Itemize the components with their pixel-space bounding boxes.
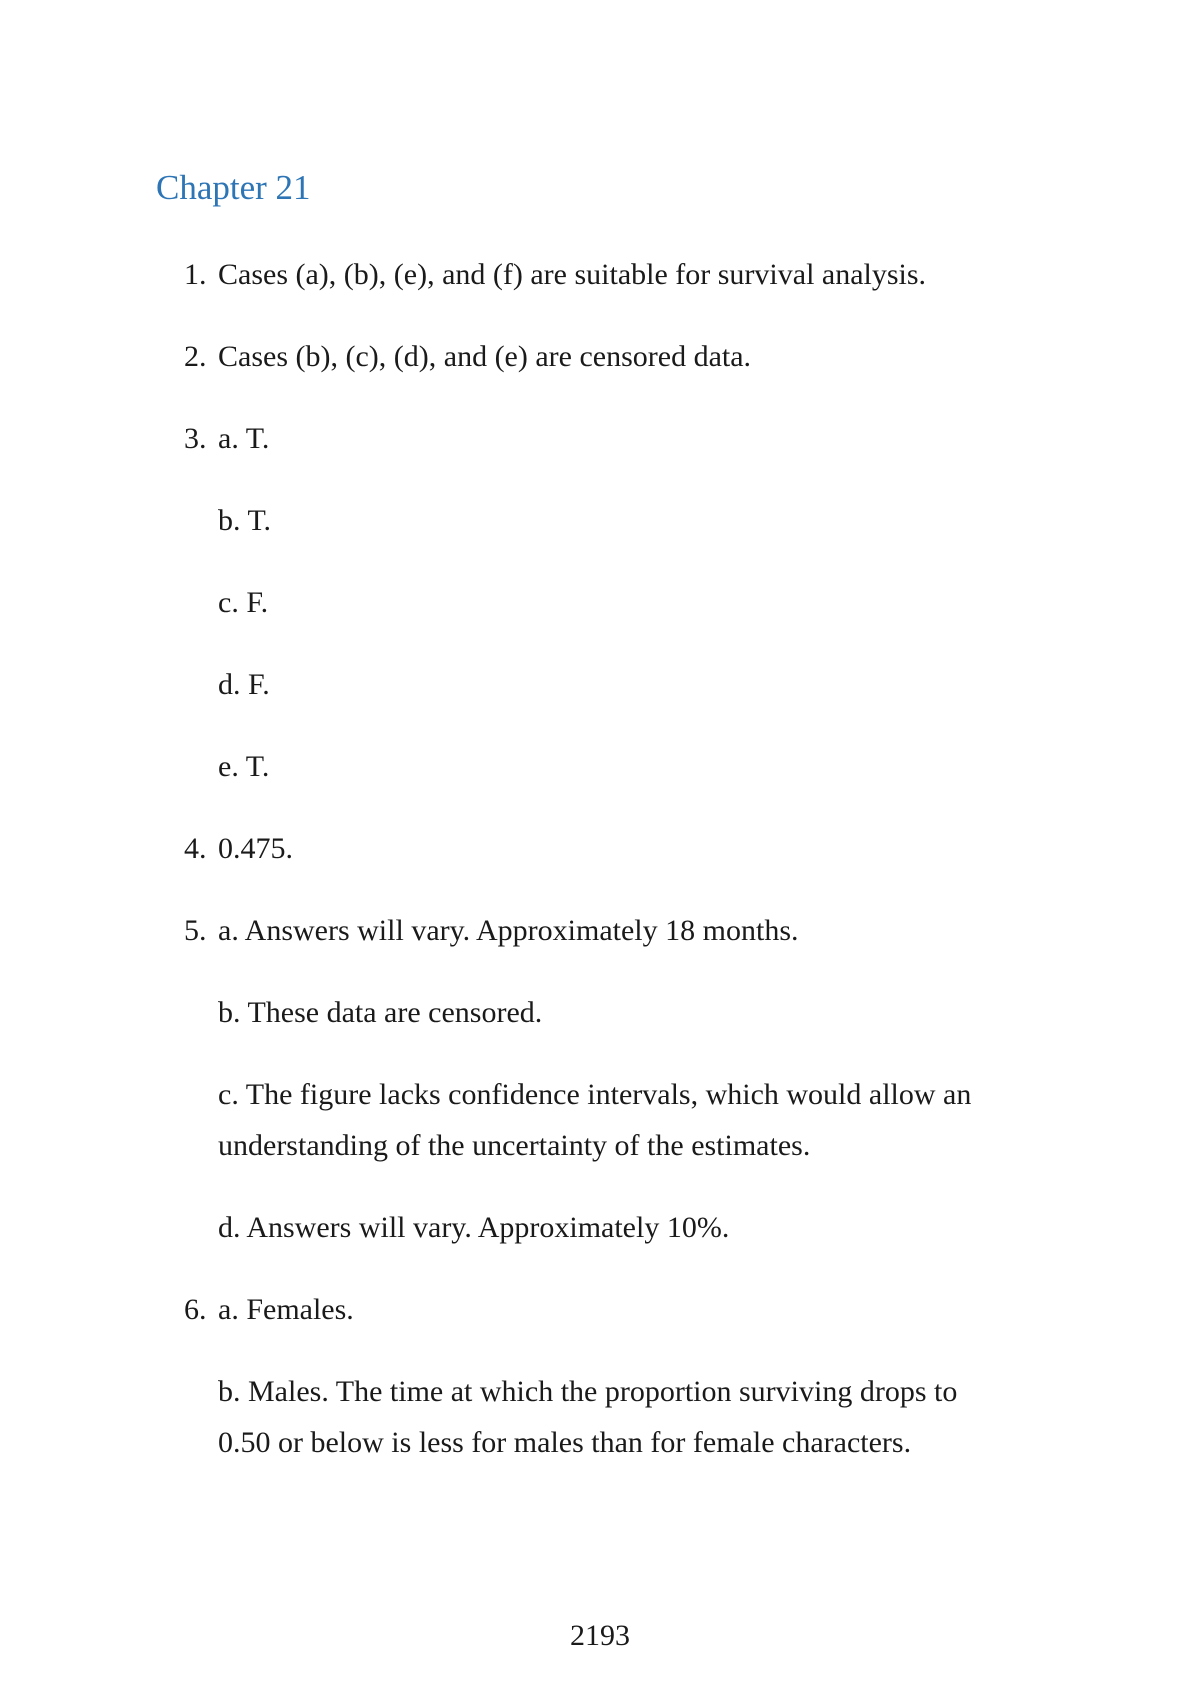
answer-number: 6.: [184, 1293, 207, 1326]
answer-text: Cases (b), (c), (d), and (e) are censored data.: [218, 340, 752, 373]
answer-number: 4.: [184, 832, 207, 865]
answer-text: a. T.: [218, 422, 270, 455]
answer-text: understanding of the uncertainty of the estimates.: [218, 1129, 811, 1162]
answer-text: 0.475.: [218, 832, 293, 865]
answer-number: 5.: [184, 914, 207, 947]
answer-text: d. Answers will vary. Approximately 10%.: [218, 1211, 730, 1244]
answer-text: c. The figure lacks confidence intervals, which would allow an: [218, 1078, 972, 1111]
answer-text: a. Females.: [218, 1293, 354, 1326]
answer-number: 1.: [184, 258, 207, 291]
answer-text: Cases (a), (b), (e), and (f) are suitable for survival analysis.: [218, 258, 927, 291]
answer-number: 3.: [184, 422, 207, 455]
page-number: 2193: [570, 1619, 630, 1652]
answer-text: a. Answers will vary. Approximately 18 months.: [218, 914, 799, 947]
answer-text: b. T.: [218, 504, 272, 537]
answer-text: 0.50 or below is less for males than for female characters.: [218, 1426, 912, 1459]
answer-text: d. F.: [218, 668, 270, 701]
answer-text: b. Males. The time at which the proportion surviving drops to: [218, 1375, 958, 1408]
answer-text: b. These data are censored.: [218, 996, 543, 1029]
answer-number: 2.: [184, 340, 207, 373]
chapter-title: Chapter 21: [156, 168, 311, 207]
answer-text: c. F.: [218, 586, 269, 619]
answer-text: e. T.: [218, 750, 270, 783]
